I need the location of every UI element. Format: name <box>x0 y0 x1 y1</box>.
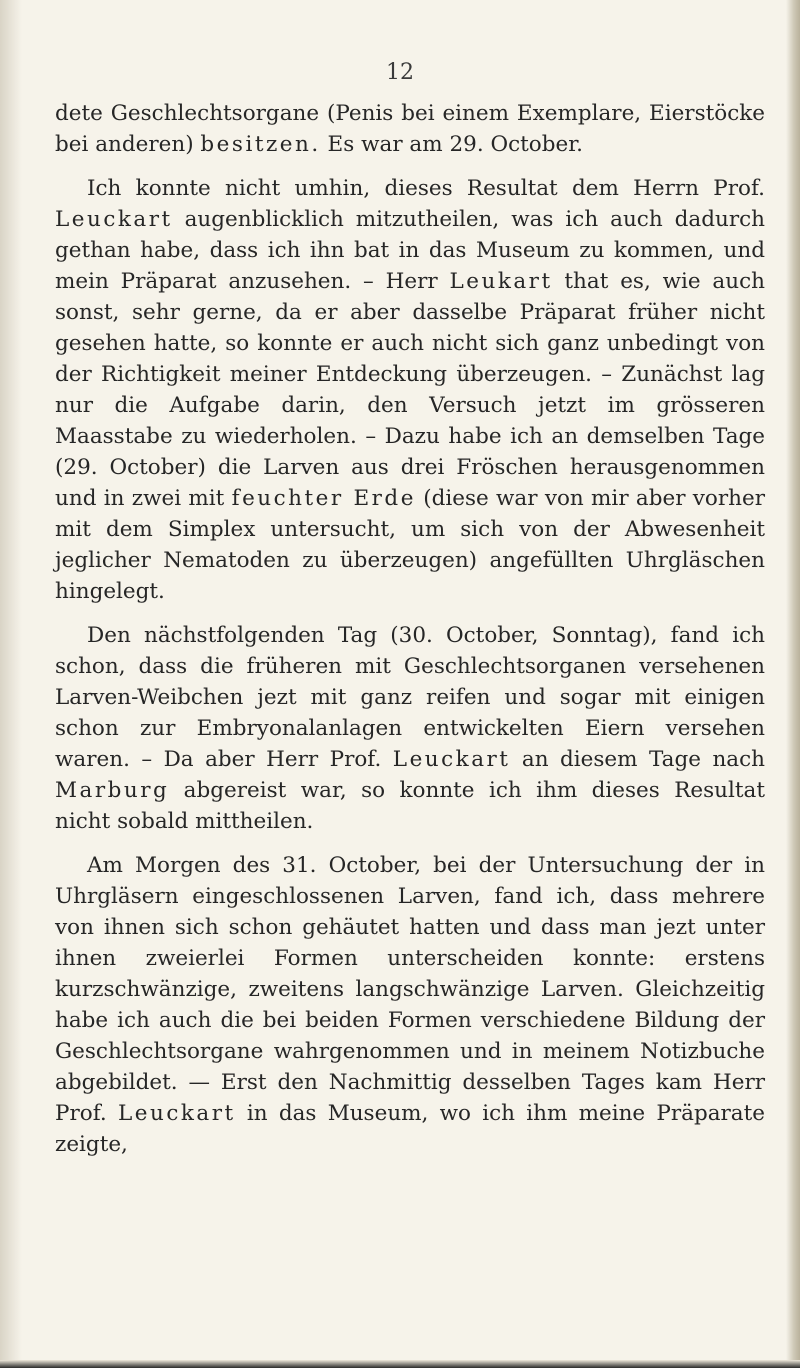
spaced-word: Marburg <box>55 778 170 803</box>
page-number: 12 <box>386 60 414 85</box>
paragraph <box>55 620 765 837</box>
spaced-word: feuchter Erde <box>231 486 416 511</box>
text-run: an diesem Tage nach <box>510 747 765 772</box>
text-run: (diese war von mir aber vorher mit dem Simplex untersucht, um sich von der Abwesenheit jeglicher Nematoden zu überzeugen) angefüllten Uhrgläschen hingelegt. <box>55 486 765 604</box>
text-run: Es war am 29. October. <box>320 132 583 157</box>
page-gutter-shadow <box>0 0 22 1368</box>
paragraph <box>55 850 765 1160</box>
text-run: Ich konnte nicht umhin, dieses Resultat dem Herrn Prof. <box>87 176 765 201</box>
page-edge <box>786 0 800 1368</box>
paragraph <box>55 98 765 160</box>
text-run: Den nächstfolgenden Tag (30. October, Sonntag), fand ich schon, dass die früheren mit Geschlechtsorganen versehenen Larven-Weibchen jezt mit ganz reifen und sogar mit einigen schon zur Embryonalanlagen entwickelten Eiern versehen waren. – Da aber Herr Prof. <box>55 623 765 772</box>
page-bottom-edge <box>0 1360 800 1368</box>
text-run: in das Museum, wo ich ihm meine Präparate zeigte, <box>55 1101 765 1157</box>
spaced-word: Leukart <box>449 269 553 294</box>
text-run: abgereist war, so konnte ich ihm dieses Resultat nicht sobald mittheilen. <box>55 778 765 834</box>
spaced-word: Leuckart <box>55 207 173 232</box>
body-text <box>55 98 765 1173</box>
spaced-word: Leuckart <box>117 1101 236 1126</box>
spaced-word: Leuckart <box>392 747 511 772</box>
paragraph <box>55 173 765 607</box>
spaced-word: besitzen. <box>200 132 321 157</box>
text-run: dete Geschlechtsorgane (Penis bei einem Exemplare, Eierstöcke bei anderen) <box>55 101 765 157</box>
text-run: Am Morgen des 31. October, bei der Untersuchung der in Uhrgläsern eingeschlossenen Larven, fand ich, dass mehrere von ihnen sich schon gehäutet hatten und dass man jezt unter ihnen zweierlei Formen unterscheiden konnte: erstens kurzschwänzige, zweitens langschwänzige Larven. Gleichzeitig habe ich auch die bei beiden Formen verschiedene Bildung der Geschlechtsorgane wahrgenommen und in meinem Notizbuche abgebildet. — Erst den Nachmittig desselben Tages kam Herr Prof. <box>55 853 765 1126</box>
text-run: that es, wie auch sonst, sehr gerne, da er aber dasselbe Präparat früher nicht gesehen hatte, so konnte er auch nicht sich ganz unbedingt von der Richtigkeit meiner Entdeckung überzeugen. – Zunächst lag nur die Aufgabe darin, den Versuch jetzt im grösseren Maasstabe zu wiederholen. – Dazu habe ich an demselben Tage (29. October) die Larven aus drei Fröschen herausgenommen und in zwei mit <box>55 269 765 511</box>
text-run: augenblicklich mitzutheilen, was ich auch dadurch gethan habe, dass ich ihn bat in das Museum zu kommen, und mein Präparat anzusehen. – Herr <box>55 207 765 294</box>
